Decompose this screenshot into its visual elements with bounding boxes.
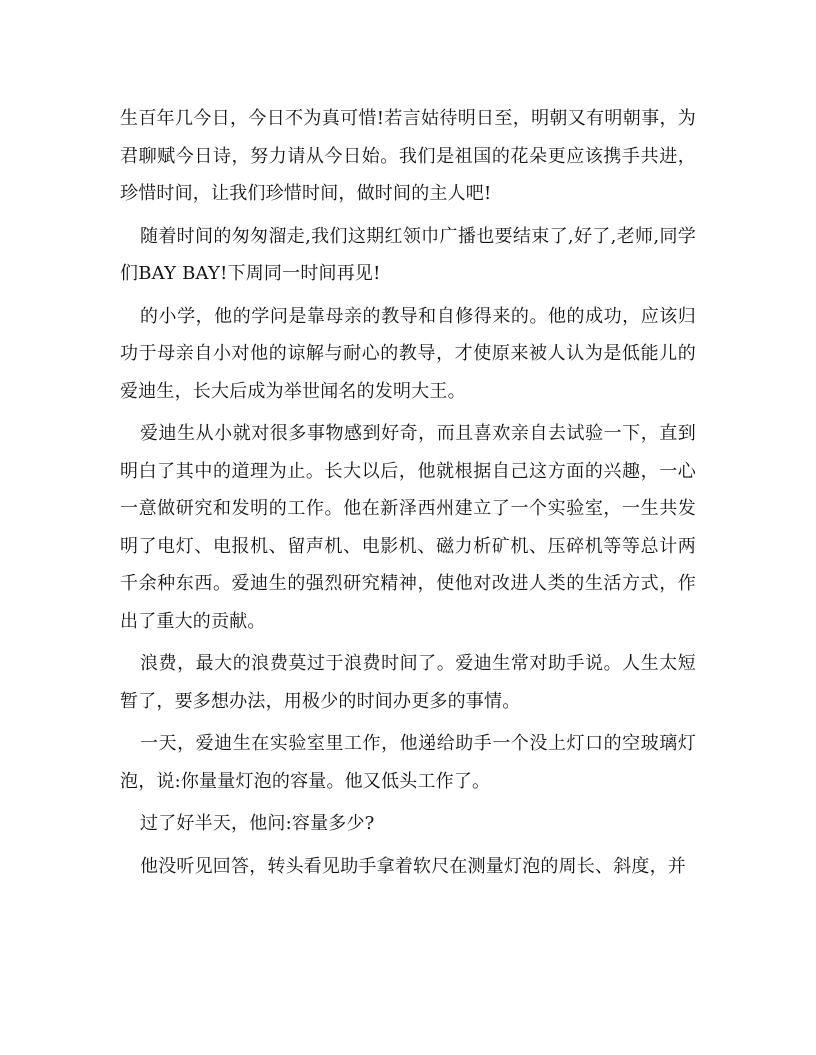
- paragraph-2: 随着时间的匆匆溜走,我们这期红领巾广播也要结束了,好了,老师,同学们BAY BAY!下周同一时间再见!: [120, 225, 696, 284]
- paragraph-4: 爱迪生从小就对很多事物感到好奇，而且喜欢亲自去试验一下，直到明白了其中的道理为止。长大以后，他就根据自己这方面的兴趣，一心一意做研究和发明的工作。他在新泽西州建立了一个实验室，一生共发明了电灯、电报机、留声机、电影机、磁力析矿机、压碎机等等总计两千余种东西。爱迪生的强烈研究精神，使他对改进人类的生活方式，作出了重大的贡献。: [120, 423, 696, 632]
- document-body: [120, 100, 696, 885]
- paragraph-3: 的小学，他的学问是靠母亲的教导和自修得来的。他的成功，应该归功于母亲自小对他的谅解与耐心的教导，才使原来被人认为是低能儿的爱迪生，长大后成为举世闻名的发明大王。: [120, 305, 696, 402]
- paragraph-5: 浪费，最大的浪费莫过于浪费时间了。爱迪生常对助手说。人生太短暂了，要多想办法，用极少的时间办更多的事情。: [120, 653, 696, 712]
- paragraph-7: 过了好半天，他问:容量多少?: [140, 813, 375, 834]
- paragraph-1: 生百年几今日，今日不为真可惜!若言姑待明日至，明朝又有明朝事，为君聊赋今日诗，努力请从今日始。我们是祖国的花朵更应该携手共进，珍惜时间，让我们珍惜时间，做时间的主人吧!: [120, 108, 696, 204]
- paragraph-8: 他没听见回答，转头看见助手拿着软尺在测量灯泡的周长、斜度，并: [140, 855, 686, 877]
- paragraph-6: 一天，爱迪生在实验室里工作，他递给助手一个没上灯口的空玻璃灯泡，说:你量量灯泡的容量。他又低头工作了。: [120, 733, 696, 792]
